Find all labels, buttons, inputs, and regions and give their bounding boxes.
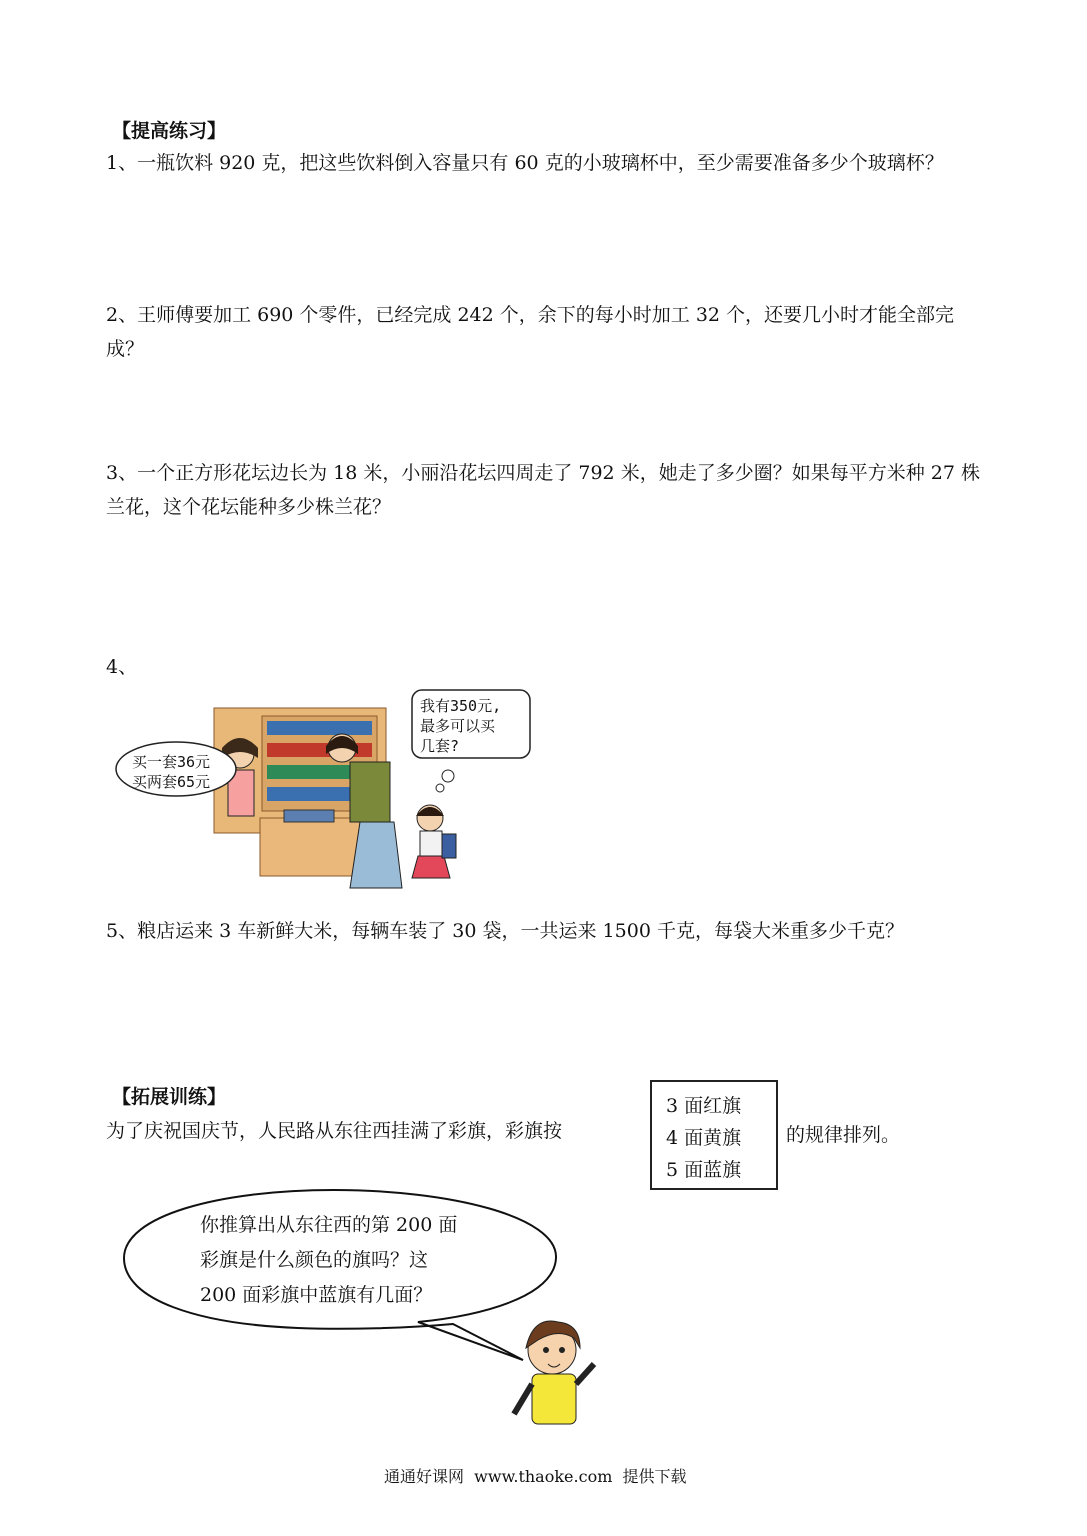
intro-suffix: 的规律排列。 [786,1124,901,1146]
speech-line-3: 200 面彩旗中蓝旗有几面？ [200,1284,433,1306]
problem-2: 2、王师傅要加工 690 个零件，已经完成 242 个，余下的每小时加工 32 个，还要几小时才能全部完成？ [106,304,955,360]
flag-yellow: 4 面黄旗 [666,1127,742,1149]
boy-icon [514,1321,594,1424]
flag-pattern-box [650,1080,778,1190]
problem-5: 5、粮店运来 3 车新鲜大米，每辆车装了 30 袋，一共运来 1500 千克，每袋大米重多少千克？ [106,920,904,942]
flag-blue: 5 面蓝旗 [666,1159,742,1181]
speech-line-2: 彩旗是什么颜色的旗吗？这 [200,1249,429,1271]
section-heading-extension: 【拓展训练】 [112,1086,227,1108]
price-line-1: 买一套36元 [132,753,211,771]
thought-line-2: 最多可以买 [420,717,496,735]
bookstore-illustration [112,688,542,903]
problem-4: 4、 [106,656,138,678]
problem-1: 1、一瓶饮料 920 克，把这些饮料倒入容量只有 60 克的小玻璃杯中，至少需要准备多少个玻璃杯？ [106,152,944,174]
flag-red: 3 面红旗 [666,1095,742,1117]
price-line-2: 买两套65元 [132,773,211,791]
speech-line-1: 你推算出从东往西的第 200 面 [200,1214,458,1236]
footer-text: 通通好课网 www.thaoke.com 提供下载 [384,1467,687,1486]
intro-text: 为了庆祝国庆节，人民路从东往西挂满了彩旗，彩旗按 [106,1120,563,1142]
thought-line-3: 几套? [420,737,460,755]
problem-3: 3、一个正方形花坛边长为 18 米，小丽沿花坛四周走了 792 米，她走了多少圈？如果每平方米种 27 株兰花，这个花坛能种多少株兰花？ [106,462,980,518]
thought-line-1: 我有350元, [420,697,502,715]
price-bubble-text [132,752,210,792]
section-heading-practice: 【提高练习】 [112,120,227,142]
speech-text [200,1208,457,1313]
thought-bubble-text [420,696,501,756]
